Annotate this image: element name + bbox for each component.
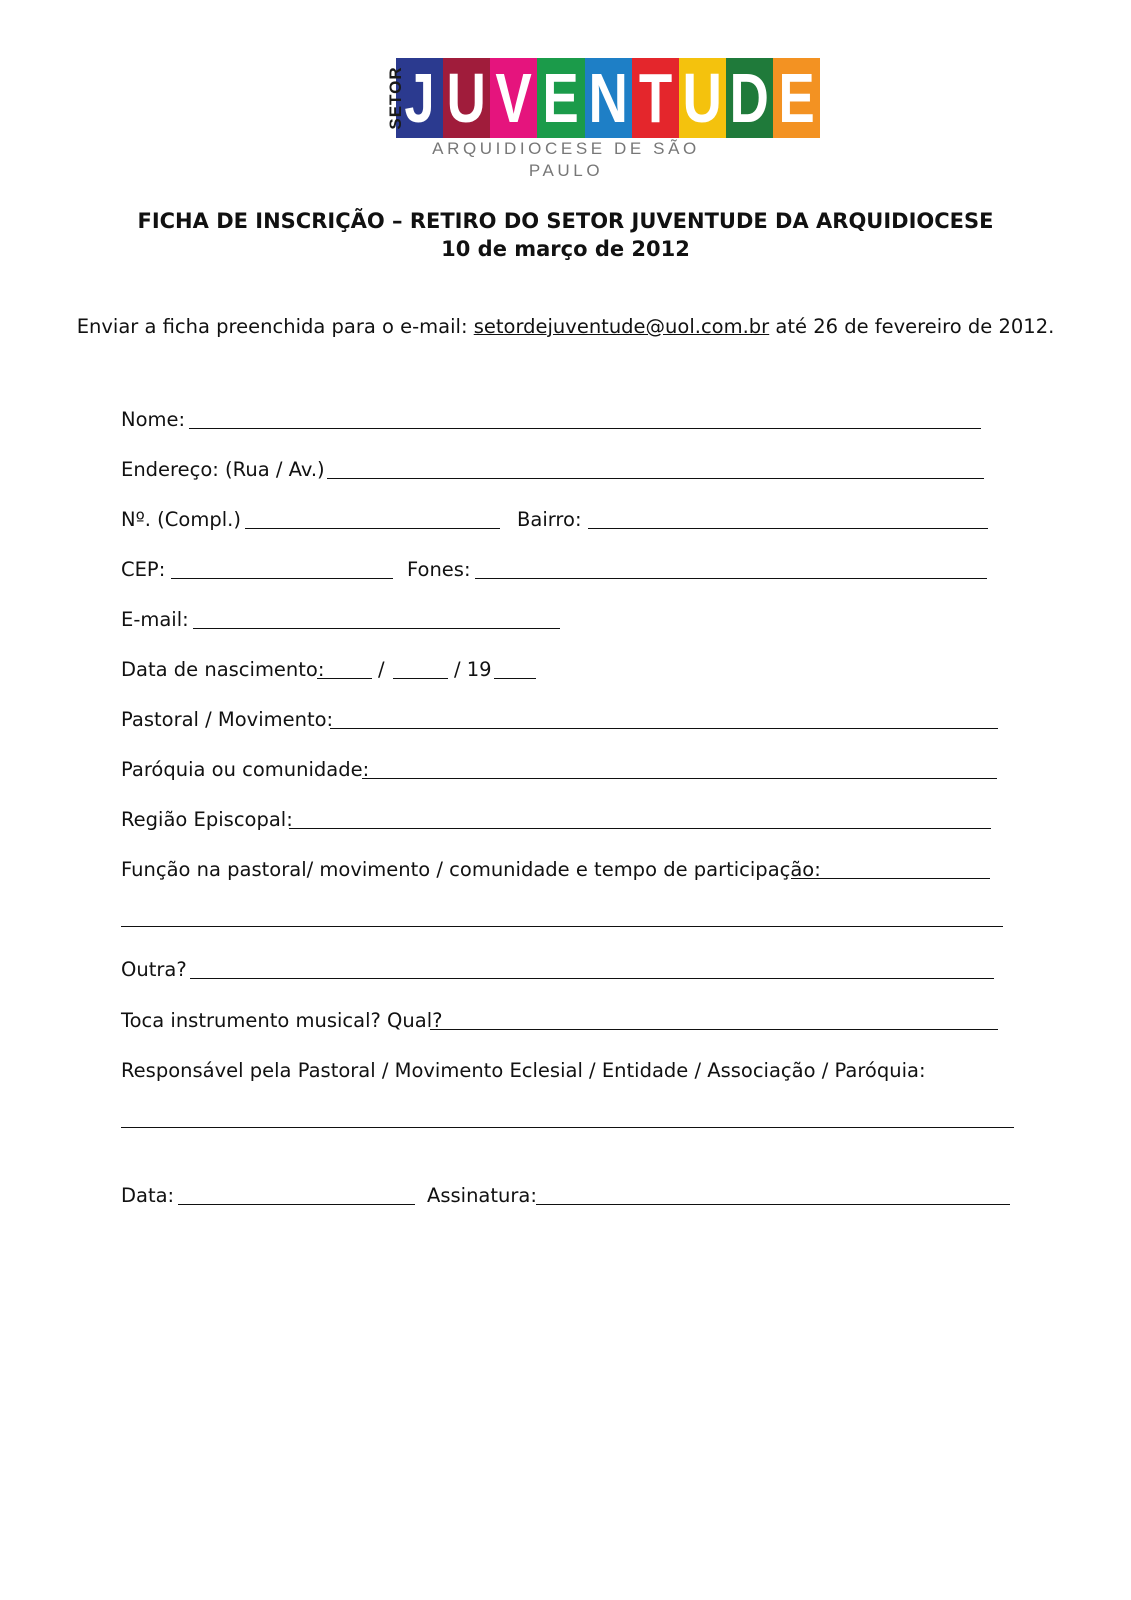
nascimento-slash-2: / 19 <box>454 658 492 681</box>
logo-setor-text: SETOR <box>386 66 405 130</box>
field-data-assinatura <box>121 1183 1021 1209</box>
field-endereco <box>121 457 1001 483</box>
field-outra <box>121 957 1001 983</box>
regiao-label: Região Episcopal: <box>121 808 293 831</box>
data-input-line[interactable] <box>178 1204 415 1205</box>
email-link[interactable]: setordejuventude@uol.com.br <box>473 315 770 338</box>
nascimento-day-line[interactable] <box>317 678 372 679</box>
instruction-text <box>0 314 1131 340</box>
responsavel-input-line[interactable] <box>121 1127 1014 1128</box>
field-funcao <box>121 857 1001 883</box>
funcao-input-line[interactable] <box>791 878 990 879</box>
funcao-continuation-line[interactable] <box>121 926 1003 927</box>
logo-letters <box>396 58 820 138</box>
field-paroquia <box>121 757 1001 783</box>
logo-letter-char: U <box>682 59 723 137</box>
cep-input-line[interactable] <box>171 578 393 579</box>
data-label: Data: <box>121 1184 175 1207</box>
outra-input-line[interactable] <box>190 978 994 979</box>
nascimento-label: Data de nascimento: <box>121 658 325 681</box>
endereco-input-line[interactable] <box>327 478 984 479</box>
regiao-input-line[interactable] <box>289 828 991 829</box>
instrumento-label: Toca instrumento musical? Qual? <box>121 1009 443 1032</box>
nascimento-month-line[interactable] <box>393 678 448 679</box>
juventude-logo <box>386 58 815 180</box>
email-input-line[interactable] <box>193 628 560 629</box>
logo-letter <box>632 58 679 138</box>
logo-subtitle: ARQUIDIOCESE DE SÃO PAULO <box>432 139 700 180</box>
endereco-label: Endereço: (Rua / Av.) <box>121 458 325 481</box>
logo-letter <box>443 58 490 138</box>
logo-band <box>386 58 815 138</box>
logo-letter <box>773 58 820 138</box>
field-nome <box>121 407 1001 433</box>
page-date: 10 de março de 2012 <box>441 237 690 261</box>
logo-letter <box>537 58 584 138</box>
logo-letter <box>585 58 632 138</box>
logo-letter-char: E <box>778 59 815 137</box>
logo-letter-char: J <box>404 59 435 137</box>
cep-label: CEP: <box>121 558 166 581</box>
outra-label: Outra? <box>121 958 187 981</box>
logo-letter-char: N <box>588 59 628 137</box>
funcao-label: Função na pastoral/ movimento / comunidade e tempo de participação: <box>121 858 821 881</box>
assinatura-label: Assinatura: <box>427 1184 537 1207</box>
paroquia-label: Paróquia ou comunidade: <box>121 758 370 781</box>
logo-letter-char: T <box>638 59 672 137</box>
logo-letter-char: D <box>729 59 770 137</box>
pastoral-label: Pastoral / Movimento: <box>121 708 334 731</box>
nome-input-line[interactable] <box>189 428 981 429</box>
instruction-after: até 26 de fevereiro de 2012. <box>769 315 1055 338</box>
instrumento-input-line[interactable] <box>430 1029 998 1030</box>
logo-letter <box>726 58 773 138</box>
responsavel-label: Responsável pela Pastoral / Movimento Eclesial / Entidade / Associação / Paróquia: <box>121 1059 926 1082</box>
logo-letter <box>679 58 726 138</box>
field-pastoral <box>121 707 1001 733</box>
pastoral-input-line[interactable] <box>330 728 998 729</box>
field-numero-bairro <box>121 507 1001 533</box>
nascimento-year-line[interactable] <box>494 678 536 679</box>
fones-label: Fones: <box>407 558 471 581</box>
field-responsavel <box>121 1058 1021 1084</box>
paroquia-input-line[interactable] <box>362 778 997 779</box>
numero-input-line[interactable] <box>245 528 500 529</box>
nascimento-slash-1: / <box>378 658 385 681</box>
email-label: E-mail: <box>121 608 189 631</box>
logo-letter <box>490 58 537 138</box>
field-nascimento <box>121 657 1001 683</box>
assinatura-input-line[interactable] <box>536 1204 1010 1205</box>
numero-label: Nº. (Compl.) <box>121 508 241 531</box>
logo-letter-char: V <box>495 59 533 137</box>
logo-letter-char: E <box>542 59 580 137</box>
logo-letter-char: U <box>446 59 487 137</box>
bairro-input-line[interactable] <box>588 528 988 529</box>
fones-input-line[interactable] <box>475 578 987 579</box>
nome-label: Nome: <box>121 408 186 431</box>
field-instrumento <box>121 1008 1001 1034</box>
field-regiao <box>121 807 1001 833</box>
bairro-label: Bairro: <box>517 508 582 531</box>
logo-letter <box>396 58 443 138</box>
page-title: FICHA DE INSCRIÇÃO – RETIRO DO SETOR JUVENTUDE DA ARQUIDIOCESE <box>137 209 994 233</box>
instruction-before: Enviar a ficha preenchida para o e-mail: <box>76 315 474 338</box>
field-email <box>121 607 1001 633</box>
field-cep-fones <box>121 557 1001 583</box>
